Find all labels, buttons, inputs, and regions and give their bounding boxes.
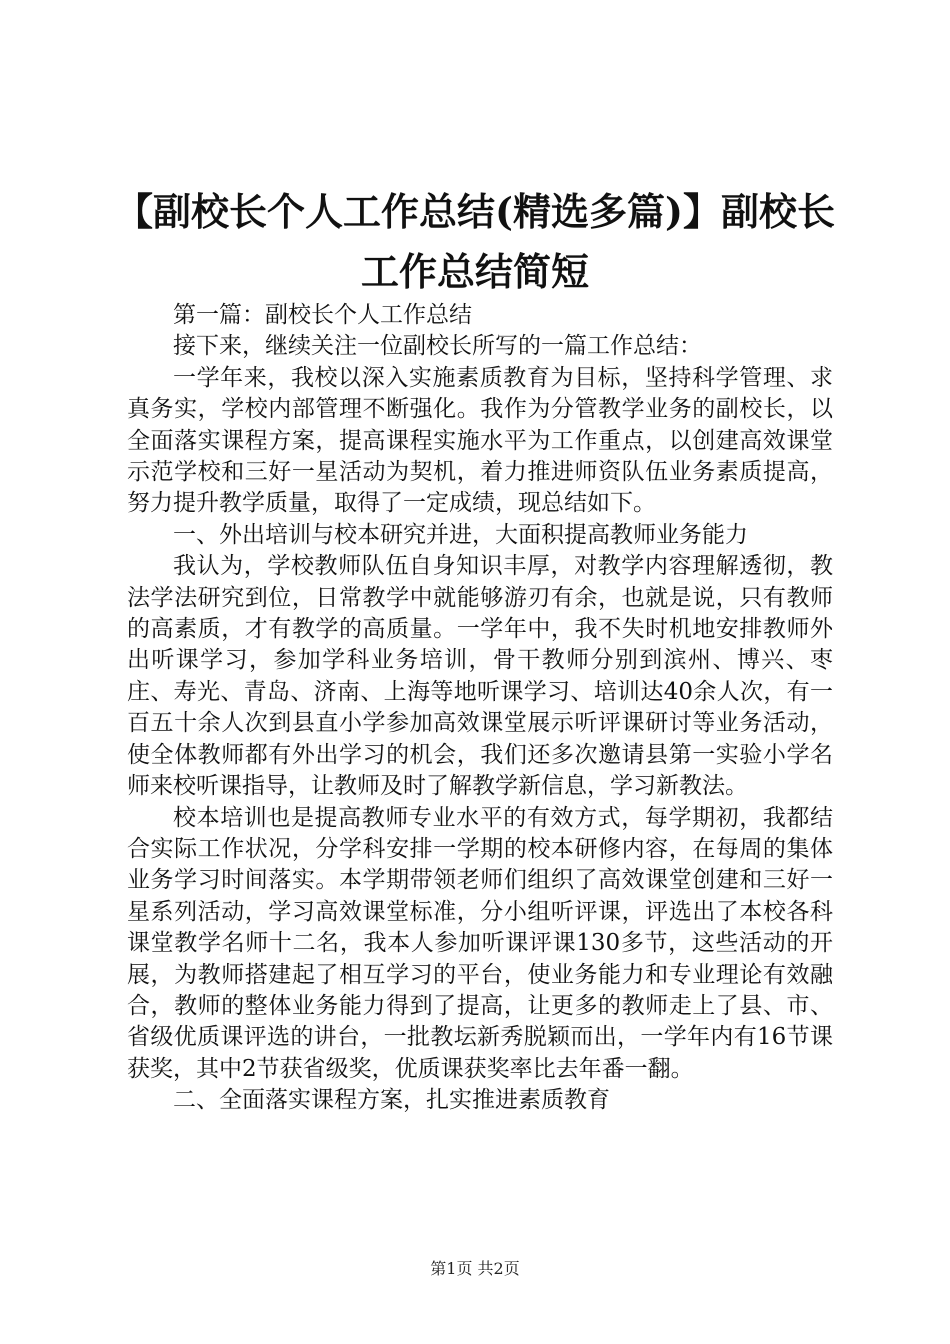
document-body [127,300,833,1117]
intro-paragraph: 接下来，继续关注一位副校长所写的一篇工作总结： [173,333,702,360]
training-paragraph: 我认为，学校教师队伍自身知识丰厚，对教学内容理解透彻，教法学法研究到位，日常教学中就能够游刃有余，也就是说，只有教师的高素质，才有教学的高质量。一学年中，我不失时机地安排教师外出听课学习，参加学科业务培训，骨干教师分别到滨州、博兴、枣庄、寿光、青岛、济南、上海等地听课学习、培训达40余人次，有一百五十余人次到县直小学参加高效课堂展示听评课研讨等业务活动，使全体教师都有外出学习的机会，我们还多次邀请县第一实验小学名师来校听课指导，让教师及时了解教学新信息，学习新教法。 [127,553,833,800]
summary-paragraph: 一学年来，我校以深入实施素质教育为目标，坚持科学管理、求真务实，学校内部管理不断强化。我作为分管教学业务的副校长，以全面落实课程方案，提高课程实施水平为工作重点，以创建高效课堂示范学校和三好一星活动为契机，着力推进师资队伍业务素质提高，努力提升教学质量，取得了一定成绩，现总结如下。 [127,364,833,517]
section-heading-part-one: 第一篇：副校长个人工作总结 [173,302,472,328]
section-heading-training: 一、外出培训与校本研究并进，大面积提高教师业务能力 [173,521,748,548]
school-training-paragraph: 校本培训也是提高教师专业水平的有效方式，每学期初，我都结合实际工作状况，分学科安排一学期的校本研修内容，在每周的集体业务学习时间落实。本学期带领老师们组织了高效课堂创建和三好一星系列活动，学习高效课堂标准，分小组听评课，评选出了本校各科课堂教学名师十二名，我本人参加听课评课130多节，这些活动的开展，为教师搭建起了相互学习的平台，使业务能力和专业理论有效融合，教师的整体业务能力得到了提高，让更多的教师走上了县、市、省级优质课评选的讲台，一批教坛新秀脱颖而出，一学年内有16节课获奖，其中2节获省级奖，优质课获奖率比去年番一翻。 [127,804,833,1082]
page-footer: 第1页 共2页 [430,1259,520,1278]
document-title: 【副校长个人工作总结(精选多篇)】副校长工作总结简短 [115,189,835,294]
section-heading-curriculum: 二、全面落实课程方案，扎实推进素质教育 [173,1087,610,1114]
